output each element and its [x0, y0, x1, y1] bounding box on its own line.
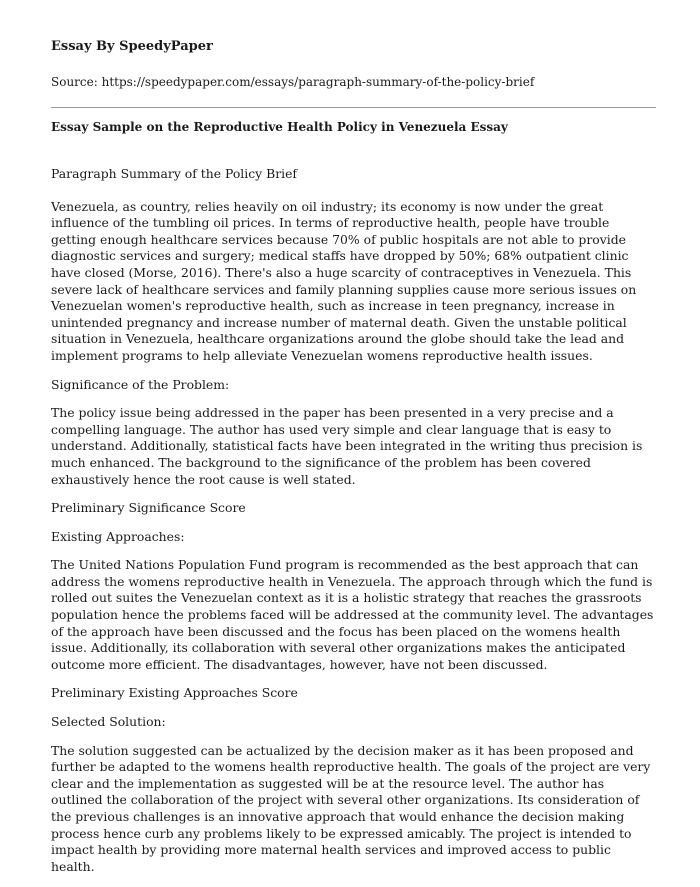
paragraph-existing-approaches: The United Nations Population Fund program is recommended as the best approach that can address the womens reproductive health in Venezuela. The approach through which the fund is rolled out suites the Venezuelan context as it is a holistic strategy that reaches the grassroots population hence the problems faced will be addressed at the community level. The advantages of the approach have been discussed and the focus has been placed on the womens health issue. Additionally, its collaboration with several other organizations makes the anticipated outcome more efficient. The disadvantages, however, have not been discussed.: [51, 557, 654, 672]
essay-title: Essay Sample on the Reproductive Health Policy in Venezuela Essay: [51, 120, 508, 134]
essay-body: [51, 166, 656, 875]
source-line: Source: https://speedypaper.com/essays/paragraph-summary-of-the-policy-brief: [51, 75, 535, 89]
section-heading-summary: Paragraph Summary of the Policy Brief: [51, 166, 298, 181]
brand-heading: Essay By SpeedyPaper: [51, 39, 213, 54]
paragraph-significance: The policy issue being addressed in the paper has been presented in a very precise and a compelling language. The author has used very simple and clear language that is easy to understand. Additionally, statistical facts have been integrated in the writing thus precision is much enhanced. The background to the significance of the problem has been covered exhaustively hence the root cause is well stated.: [51, 405, 643, 487]
section-heading-significance: Significance of the Problem:: [51, 376, 230, 392]
section-heading-existing-approaches: Existing Approaches:: [51, 528, 185, 544]
section-heading-approaches-score: Preliminary Existing Approaches Score: [51, 685, 298, 701]
divider: [51, 107, 656, 108]
essay-page: [51, 38, 656, 887]
section-heading-significance-score: Preliminary Significance Score: [51, 500, 246, 516]
paragraph-selected-solution: The solution suggested can be actualized by the decision maker as it has been proposed and further be adapted to the womens health reproductive health. The goals of the project are very clear and the implementation as suggested will be at the resource level. The author has outlined the collaboration of the project with several other organizations. Its consideration of the previous challenges is an innovative approach that would enhance the decision making process hence curb any problems likely to be expressed amicably. The project is intended to impact health by providing more maternal health services and improved access to public health.: [51, 742, 651, 874]
section-heading-selected-solution: Selected Solution:: [51, 714, 166, 730]
paragraph-summary: Venezuela, as country, relies heavily on oil industry; its economy is now under the great influence of the tumbling oil prices. In terms of reproductive health, people have trouble getting enough healthcare services because 70% of public hospitals are not able to provide diagnostic services and surgery; medical staffs have dropped by 50%; 68% outpatient clinic have closed (Morse, 2016). There's also a huge scarcity of contraceptives in Venezuela. This severe lack of healthcare services and family planning supplies cause more serious issues on Venezuelan women's reproductive health, such as increase in teen pregnancy, increase in unintended pregnancy and increase number of maternal death. Given the unstable political situation in Venezuela, healthcare organizations around the globe should take the lead and implement programs to help alleviate Venezuelan womens reproductive health issues.: [51, 198, 637, 363]
